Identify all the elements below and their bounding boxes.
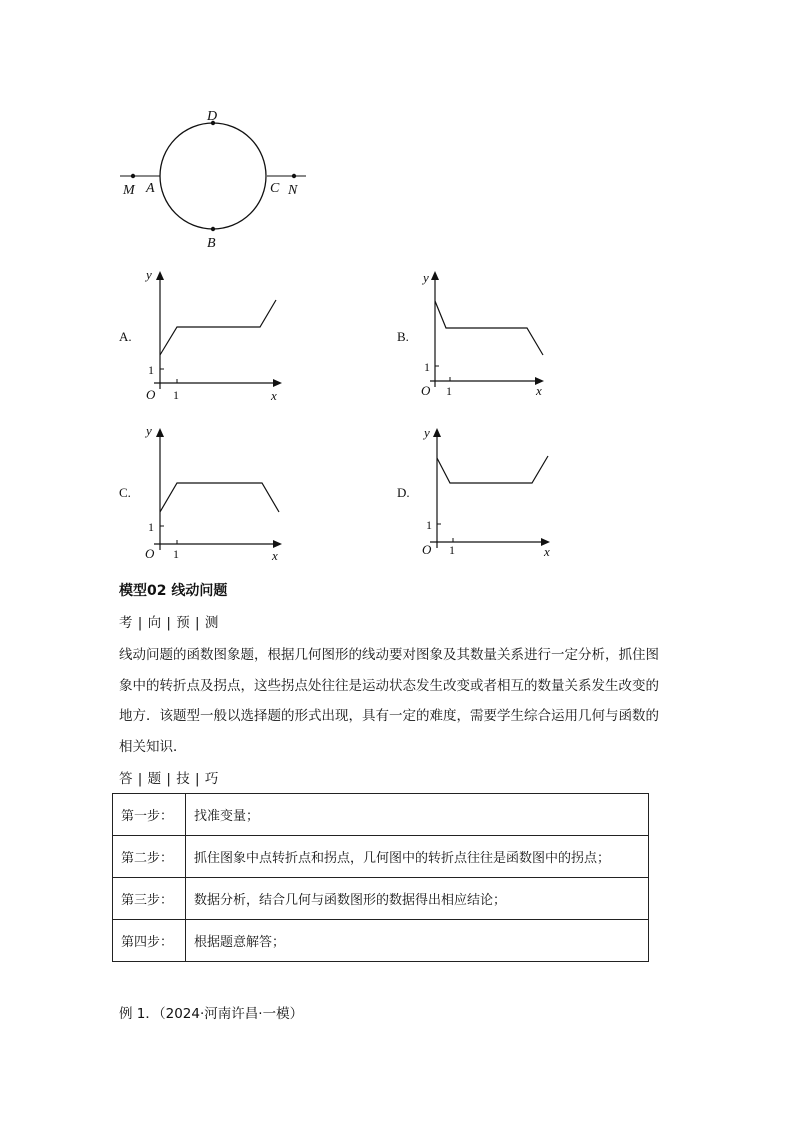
point-B [211,227,215,231]
x-one-label: 1 [446,384,452,398]
y-one-label: 1 [424,360,430,374]
y-label: y [146,267,152,282]
paragraph-line: 象中的转折点及拐点，这些拐点处往往是运动状态发生改变或者相互的数量关系发生改变的 [119,677,659,694]
circle-figure [110,100,320,260]
graph-b [418,265,568,405]
origin-label: O [422,542,432,557]
section-title: 模型02 线动问题 [119,583,228,599]
origin-label: O [145,546,155,561]
step-label: 第三步： [113,878,186,920]
option-d-label: D. [397,485,410,500]
option-a-label: A. [119,329,132,344]
section-paragraph [119,640,679,762]
option-c-label: C. [119,485,131,500]
graph-c [140,420,290,565]
graph-d [418,420,568,565]
y-one-label: 1 [148,363,154,377]
x-one-label: 1 [173,547,179,561]
y-label: y [423,270,429,285]
label-M: M [123,183,135,198]
y-axis-arrow [156,428,164,437]
x-one-label: 1 [449,543,455,557]
y-one-label: 1 [426,518,432,532]
table-row [113,836,649,878]
y-label: y [146,423,152,438]
paragraph-line: 地方．该题型一般以选择题的形式出现，具有一定的难度，需要学生综合运用几何与函数的 [119,708,659,724]
graph-a-curve [160,300,276,355]
y-axis-arrow [156,271,164,280]
step-content: 抓住图象中点转折点和拐点，几何图中的转折点往往是函数图中的拐点； [186,836,649,878]
x-label: x [536,383,542,398]
y-axis-arrow [431,271,439,280]
x-axis-arrow [273,379,282,387]
step-content: 根据题意解答； [186,920,649,962]
label-N: N [288,183,298,198]
label-D: D [207,109,218,124]
x-label: x [544,544,550,559]
graph-a [140,265,290,405]
label-A: A [146,181,155,196]
steps-table [112,793,649,962]
origin-label: O [421,383,431,398]
y-label: y [424,425,430,440]
y-one-label: 1 [148,520,154,534]
circle [160,123,266,229]
paragraph-line: 相关知识． [119,738,187,755]
graph-c-curve [160,483,279,512]
x-label: x [271,388,277,403]
graph-b-curve [435,301,543,355]
point-M [131,174,135,178]
step-content: 找准变量； [186,794,649,836]
tips-label: 答 | 题 | 技 | 巧 [119,771,219,787]
x-one-label: 1 [173,388,179,402]
step-content: 数据分析，结合几何与函数图形的数据得出相应结论； [186,878,649,920]
x-label: x [272,548,278,563]
y-axis-arrow [433,428,441,437]
graph-d-curve [437,456,548,483]
predict-label: 考 | 向 | 预 | 测 [119,615,219,631]
step-label: 第四步： [113,920,186,962]
table-row [113,878,649,920]
table-row [113,920,649,962]
example-label: 例 1．（2024·河南许昌·一模） [119,1006,304,1022]
label-C: C [270,181,280,196]
label-B: B [207,236,216,251]
step-label: 第一步： [113,794,186,836]
point-N [292,174,296,178]
origin-label: O [146,387,156,402]
x-axis-arrow [273,540,282,548]
table-row [113,794,649,836]
step-label: 第二步： [113,836,186,878]
option-b-label: B. [397,329,409,344]
paragraph-line: 线动问题的函数图象题，根据几何图形的线动要对图象及其数量关系进行一定分析，抓住图 [119,647,659,663]
